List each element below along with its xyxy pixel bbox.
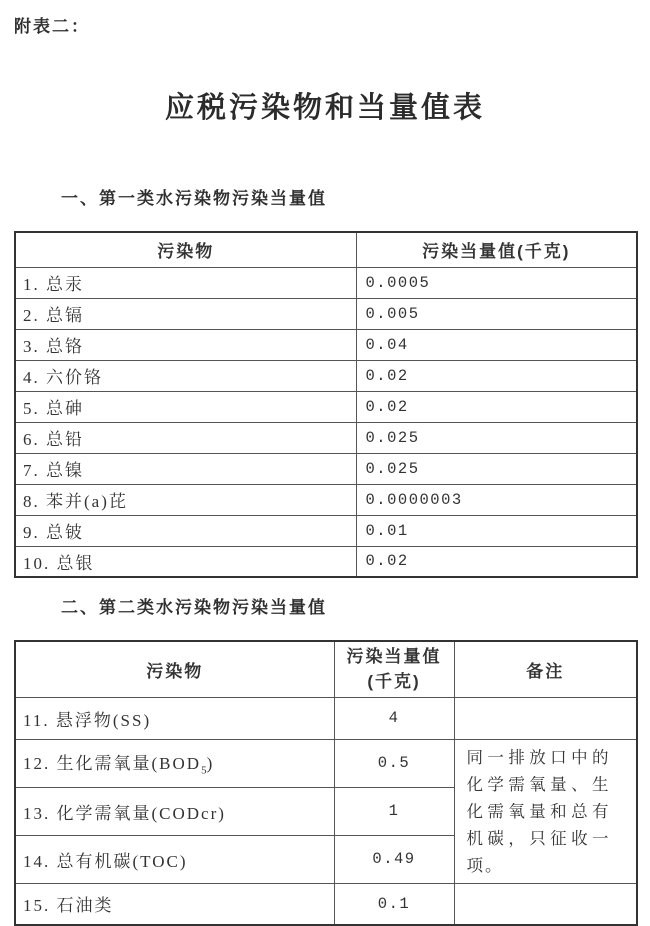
- value-cell: 0.02: [356, 360, 637, 391]
- table-row: [15, 329, 637, 360]
- pollutant-cell: 13. 化学需氧量(CODcr): [15, 787, 334, 835]
- table-header-row: [15, 232, 637, 267]
- page-title: 应税污染物和当量值表: [164, 92, 485, 124]
- remark-text: 同一排放口中的化学需氧量、生化需氧量和总有机碳，只征收一项。: [466, 747, 611, 875]
- table-row: [15, 515, 637, 546]
- pollutant-cell: 8. 苯并(a)芘: [15, 484, 356, 515]
- value-cell: 0.025: [356, 422, 637, 453]
- table-row: [15, 546, 637, 577]
- value-cell: 0.02: [356, 391, 637, 422]
- value-cell: 0.1: [334, 883, 454, 925]
- remark-cell-empty: [454, 883, 637, 925]
- section1-heading: 一、第一类水污染物污染当量值: [61, 189, 327, 208]
- pollutant-name-subscript: 5: [201, 764, 207, 777]
- column-header-pollutant: 污染物: [15, 641, 334, 697]
- table-row: [15, 360, 637, 391]
- table-row: [15, 739, 637, 787]
- table-row: [15, 298, 637, 329]
- pollutant-cell: [15, 739, 334, 787]
- pollutant-cell: 4. 六价铬: [15, 360, 356, 391]
- remark-cell-empty: [454, 697, 637, 739]
- column-header-pollutant: 污染物: [15, 232, 356, 267]
- value-cell: 0.02: [356, 546, 637, 577]
- pollutant-cell: 7. 总镍: [15, 453, 356, 484]
- value-cell: 0.005: [356, 298, 637, 329]
- pollutant-cell: 3. 总铬: [15, 329, 356, 360]
- column-header-remark: 备注: [454, 641, 637, 697]
- appendix-tag: 附表二：: [14, 17, 90, 36]
- table-class1-water-pollutants: [14, 231, 638, 578]
- pollutant-name-suffix: ): [206, 754, 215, 774]
- table-class2-water-pollutants: [14, 640, 638, 926]
- table-row: [15, 484, 637, 515]
- value-cell: 4: [334, 697, 454, 739]
- pollutant-cell: 11. 悬浮物(SS): [15, 697, 334, 739]
- value-cell: 0.04: [356, 329, 637, 360]
- column-header-equivalent-value: 污染当量值(千克): [356, 232, 637, 267]
- table-row: [15, 883, 637, 925]
- remark-cell-merged: [454, 739, 637, 883]
- table-row: [15, 453, 637, 484]
- table-row: [15, 422, 637, 453]
- value-cell: 0.5: [334, 739, 454, 787]
- header-line-2: (千克): [367, 672, 421, 692]
- pollutant-cell: 6. 总铅: [15, 422, 356, 453]
- pollutant-cell: 9. 总铍: [15, 515, 356, 546]
- pollutant-cell: 14. 总有机碳(TOC): [15, 835, 334, 883]
- header-line-1: 污染当量值: [346, 647, 442, 667]
- table-header-row: [15, 641, 637, 697]
- value-cell: 0.0005: [356, 267, 637, 298]
- value-cell: 0.025: [356, 453, 637, 484]
- table-row: [15, 391, 637, 422]
- pollutant-cell: 10. 总银: [15, 546, 356, 577]
- pollutant-name-prefix: 12. 生化需氧量(BOD: [23, 754, 202, 774]
- pollutant-cell: 5. 总砷: [15, 391, 356, 422]
- pollutant-cell: 1. 总汞: [15, 267, 356, 298]
- value-cell: 0.01: [356, 515, 637, 546]
- value-cell: 0.0000003: [356, 484, 637, 515]
- column-header-equivalent-value: [334, 641, 454, 697]
- value-cell: 1: [334, 787, 454, 835]
- pollutant-cell: 2. 总镉: [15, 298, 356, 329]
- section2-heading: 二、第二类水污染物污染当量值: [61, 598, 327, 617]
- table-row: [15, 267, 637, 298]
- value-cell: 0.49: [334, 835, 454, 883]
- table-row: [15, 697, 637, 739]
- pollutant-cell: 15. 石油类: [15, 883, 334, 925]
